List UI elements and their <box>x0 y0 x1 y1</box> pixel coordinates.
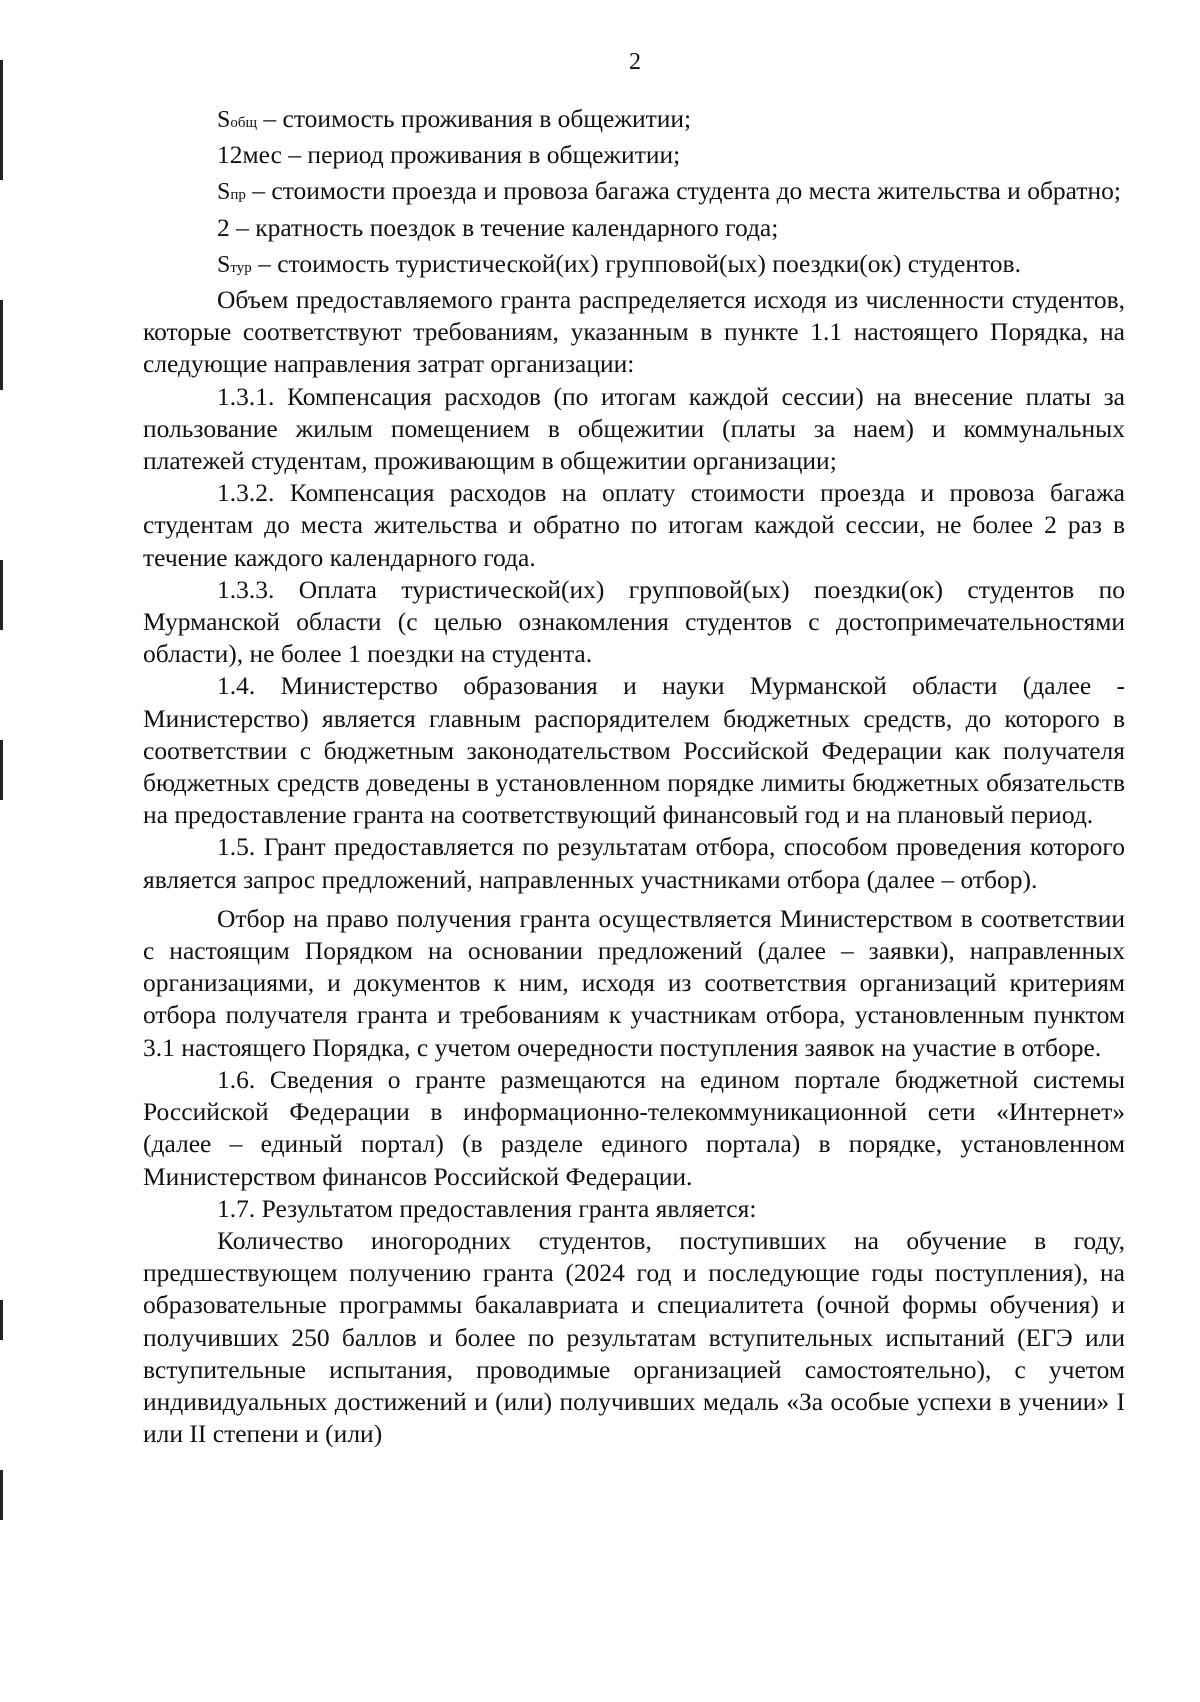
paragraph-1-5: 1.5. Грант предоставляется по результатам отбора, способом проведения которого является запрос предложений, направленных участниками отбора (далее – отбор). <box>143 832 1125 894</box>
formula-subscript: общ <box>230 115 258 131</box>
paragraph-1-7: 1.7. Результатом предоставления гранта является: <box>217 1193 757 1223</box>
paragraph-selection: Отбор на право получения гранта осуществляется Министерством в соответствии с настоящим Порядком на основании предложений (далее – заявки), направленных организациями, и документов к ним, исходя из соответствия организаций критериям отбора получателя гранта и требованиям к участникам отбора, установленным пунктом 3.1 настоящего Порядка, с учетом очередности поступления заявок на участие в отборе. <box>143 903 1125 1062</box>
page-number: 2 <box>629 49 641 75</box>
document-body <box>143 103 1125 1450</box>
formula-symbol: S <box>217 107 231 133</box>
definition-text: – стоимость туристической(их) групповой(ых) поездки(ок) студентов. <box>251 248 1021 278</box>
paragraph-1-3-3: 1.3.3. Оплата туристической(их) групповой(ых) поездки(ок) студентов по Мурманской области (с целью ознакомления студентов с достопримечательностями области), не более 1 поездки на студента. <box>143 574 1125 669</box>
paragraph-1-3-1: 1.3.1. Компенсация расходов (по итогам каждой сессии) на внесение платы за пользование жилым помещением в общежитии (платы за наем) и коммунальных платежей студентам, проживающим в общежитии организации; <box>143 381 1125 476</box>
definition-s-tur <box>143 248 1125 284</box>
definition-text: – стоимости проезда и провоза багажа студента до места жительства и обратно; <box>245 176 1121 206</box>
definition-12mes <box>143 139 1125 175</box>
formula-subscript: тур <box>230 259 252 276</box>
formula-symbol: 2 <box>217 212 230 242</box>
scan-edge-mark <box>0 1470 3 1520</box>
definition-trip-multiplicity <box>143 212 1125 248</box>
paragraph-1-4: 1.4. Министерство образования и науки Мурманской области (далее - Министерство) является главным распорядителем бюджетных средств, до которого в соответствии с бюджетным законодательством Российской Федерации как получателя бюджетных средств доведены в установленном порядке лимиты бюджетных обязательств на предоставление гранта на соответствующий финансовый год и на плановый период. <box>143 671 1125 830</box>
scan-edge-mark <box>0 560 3 630</box>
scan-edge-mark <box>0 1300 3 1340</box>
formula-symbol: S <box>217 251 231 278</box>
definition-text: – кратность поездок в течение календарного года; <box>229 212 779 242</box>
formula-subscript: пр <box>230 187 246 204</box>
definition-s-pr <box>143 175 1125 211</box>
paragraph-grant-distribution: Объем предоставляемого гранта распределяется исходя из численности студентов, которые соответствуют требованиям, указанным в пункте 1.1 настоящего Порядка, на следующие направления затрат организации: <box>143 285 1125 379</box>
scan-edge-mark <box>0 60 3 180</box>
definition-s-obsch <box>143 103 1125 139</box>
paragraph-1-6: 1.6. Сведения о гранте размещаются на едином портале бюджетной системы Российской Федерации в информационно-телекоммуникационной сети «Интернет» (далее – единый портал) (в разделе единого портала) в порядке, установленном Министерством финансов Российской Федерации. <box>143 1064 1125 1191</box>
scan-edge-mark <box>0 300 3 390</box>
formula-symbol: S <box>217 179 231 206</box>
scan-edge-mark <box>0 740 3 800</box>
definition-text: – период проживания в общежитии; <box>281 140 681 170</box>
paragraph-result: Количество иногородних студентов, поступивших на обучение в году, предшествующем получению гранта (2024 год и последующие годы поступления), на образовательные программы бакалавриата и специалитета (очной формы обучения) и получивших 250 баллов и более по результатам вступительных испытаний (ЕГЭ или вступительные испытания, проводимые организацией самостоятельно), с учетом индивидуальных достижений и (или) получивших медаль «За особые успехи в учении» I или II степени и (или) <box>143 1225 1125 1449</box>
formula-symbol: 12мес <box>217 140 282 170</box>
definition-text: – стоимость проживания в общежитии; <box>257 104 692 133</box>
paragraph-1-3-2: 1.3.2. Компенсация расходов на оплату стоимости проезда и провоза багажа студентам до места жительства и обратно по итогам каждой сессии, не более 2 раз в течение каждого календарного года. <box>143 478 1125 572</box>
